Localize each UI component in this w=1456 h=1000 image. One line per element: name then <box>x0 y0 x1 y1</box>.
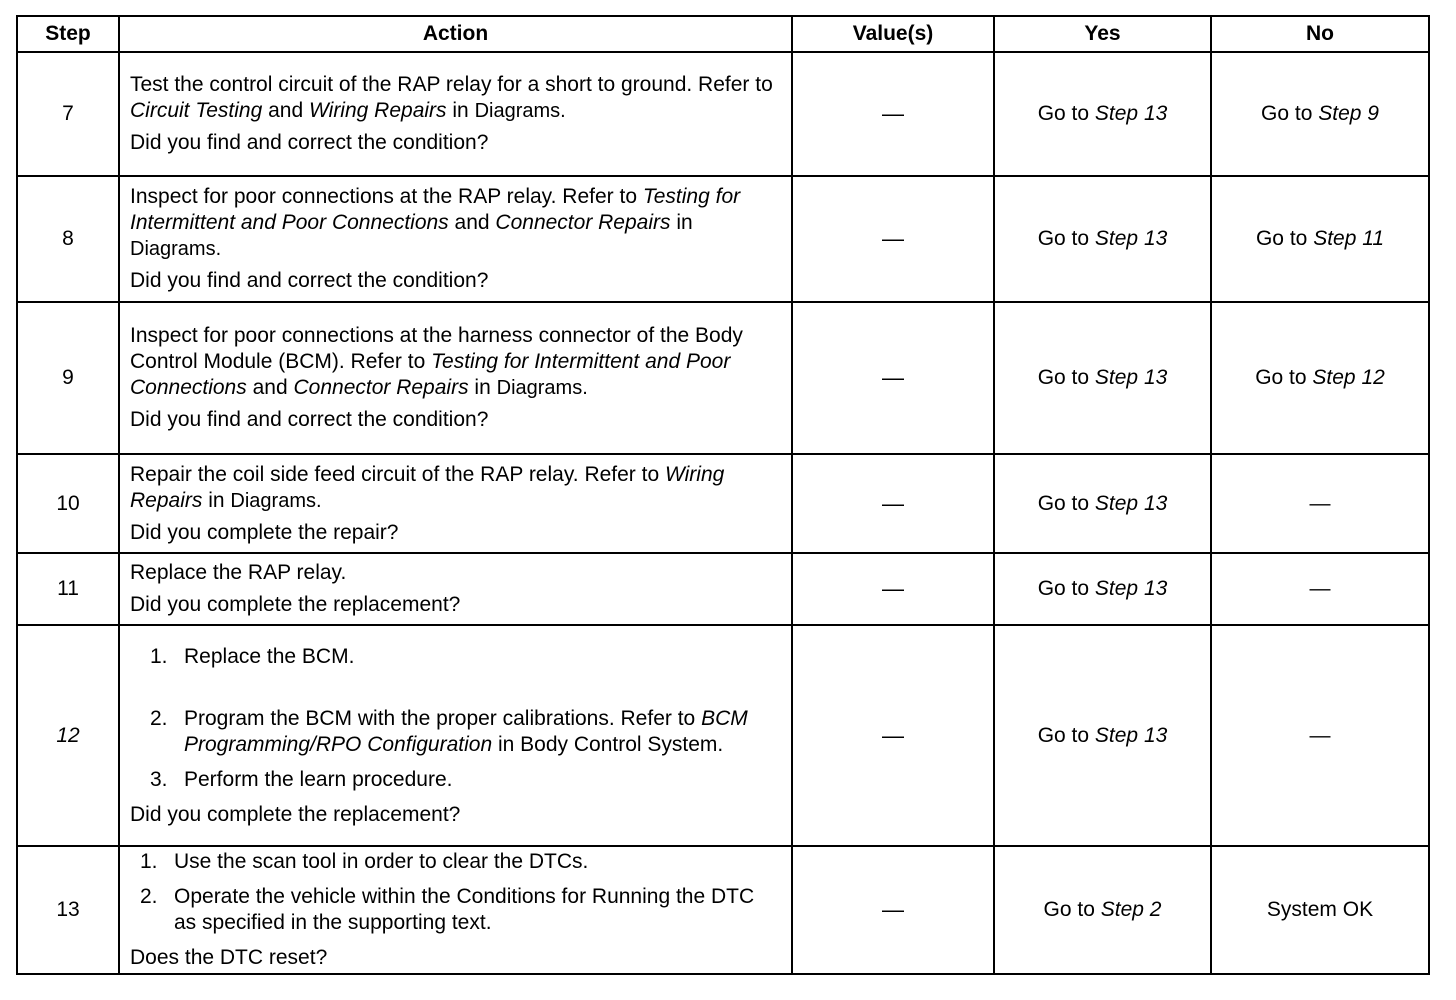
table-row <box>17 553 1429 625</box>
yes-step: Step 13 <box>1094 723 1168 747</box>
goto-label: Go to <box>1255 366 1307 389</box>
reference-manual: Diagrams. <box>130 238 222 260</box>
no-step: Step 12 <box>1312 366 1385 389</box>
action-cell <box>119 625 792 846</box>
reference-link: Wiring Repairs <box>309 99 447 122</box>
no-dash: — <box>1211 454 1429 553</box>
question-text: Did you find and correct the condition? <box>130 269 489 292</box>
item-number: 1. <box>140 850 158 873</box>
action-cell <box>119 52 792 176</box>
item-number: 1. <box>150 644 168 668</box>
yes-cell <box>994 846 1211 974</box>
item-text: Operate the vehicle within the Conditions for Running the DTC as specified in the supporting text. <box>174 885 755 934</box>
action-text: Inspect for poor connections at the RAP relay. Refer to <box>130 185 637 208</box>
reference-manual: Diagrams. <box>474 100 566 122</box>
value-dash: — <box>792 176 994 302</box>
value-dash: — <box>792 454 994 553</box>
reference-link: Circuit Testing <box>130 99 263 122</box>
goto-label: Go to <box>1255 227 1308 250</box>
no-cell <box>1211 302 1429 454</box>
step-number <box>17 625 119 846</box>
reference-manual: Diagrams. <box>230 489 322 512</box>
header-action: Action <box>119 16 792 52</box>
question-text: Did you find and correct the condition? <box>130 408 489 431</box>
action-text: in <box>676 211 693 234</box>
list-item <box>150 644 781 670</box>
yes-cell <box>994 302 1211 454</box>
yes-step: Step 13 <box>1094 491 1168 515</box>
sub-step-list <box>130 644 781 793</box>
value-dash: — <box>792 302 994 454</box>
reference-link: Connector Repairs <box>495 211 671 234</box>
list-item <box>150 706 781 758</box>
goto-label: Go to <box>1037 577 1090 600</box>
diagnostic-table <box>16 15 1430 975</box>
goto-label: Go to <box>1037 366 1090 389</box>
goto-label: Go to <box>1037 102 1090 125</box>
action-cell <box>119 176 792 302</box>
goto-label: Go to <box>1037 723 1090 747</box>
table-row <box>17 846 1429 974</box>
yes-cell <box>994 176 1211 302</box>
reference-link: BCM Programming/RPO Configuration <box>184 706 748 756</box>
no-result: System OK <box>1211 846 1429 974</box>
no-cell <box>1211 176 1429 302</box>
yes-step: Step 13 <box>1094 227 1168 250</box>
table-row <box>17 302 1429 454</box>
table-row <box>17 454 1429 553</box>
action-text: in <box>452 99 469 122</box>
header-yes: Yes <box>994 16 1211 52</box>
yes-cell <box>994 454 1211 553</box>
action-text: in <box>208 488 225 512</box>
question-text: Did you find and correct the condition? <box>130 131 489 154</box>
header-row <box>17 16 1429 52</box>
step-number: 7 <box>17 52 119 176</box>
question-text: Did you complete the replacement? <box>130 593 461 616</box>
header-values: Value(s) <box>792 16 994 52</box>
action-text: and <box>252 376 288 399</box>
table-row <box>17 625 1429 846</box>
reference-manual: Diagrams. <box>496 377 588 399</box>
reference-link: Wiring Repairs <box>130 462 725 512</box>
yes-cell <box>994 52 1211 176</box>
item-text-part: in Body Control System. <box>497 732 724 756</box>
action-text: Test the control circuit of the RAP relay for a short to ground. Refer to <box>130 73 773 96</box>
header-step: Step <box>17 16 119 52</box>
no-step: Step 11 <box>1313 227 1385 250</box>
question-text: Did you complete the replacement? <box>130 802 461 826</box>
reference-link: Testing for Intermittent and Poor Connections <box>130 350 731 399</box>
question-text: Does the DTC reset? <box>130 946 328 969</box>
yes-step: Step 13 <box>1094 366 1168 389</box>
item-number: 2. <box>140 885 158 908</box>
list-item <box>150 767 781 793</box>
item-number: 2. <box>150 706 168 730</box>
item-number: 3. <box>150 767 168 791</box>
goto-label: Go to <box>1043 898 1095 921</box>
list-item <box>140 884 781 936</box>
yes-cell <box>994 625 1211 846</box>
item-text: Perform the learn procedure. <box>184 767 453 791</box>
action-text: Inspect for poor connections at the harness connector of the Body Control Module (BCM). Refer to <box>130 324 743 373</box>
item-text: Use the scan tool in order to clear the DTCs. <box>174 850 589 873</box>
yes-step: Step 13 <box>1094 102 1168 125</box>
no-cell <box>1211 52 1429 176</box>
value-dash: — <box>792 553 994 625</box>
item-text: Replace the BCM. <box>184 644 355 668</box>
item-text <box>184 706 781 758</box>
action-text: Replace the RAP relay. <box>130 561 347 584</box>
step-number: 13 <box>17 846 119 974</box>
reference-link: Testing for Intermittent and Poor Connections <box>130 185 741 234</box>
reference-link: Connector Repairs <box>293 376 469 399</box>
table-row <box>17 52 1429 176</box>
value-dash: — <box>792 846 994 974</box>
yes-step: Step 2 <box>1100 898 1162 921</box>
table-row <box>17 176 1429 302</box>
value-dash: — <box>792 52 994 176</box>
action-text: in <box>474 376 491 399</box>
goto-label: Go to <box>1037 491 1090 515</box>
action-cell <box>119 302 792 454</box>
yes-step: Step 13 <box>1094 577 1168 600</box>
action-text: and <box>454 211 490 234</box>
step-number: 11 <box>17 553 119 625</box>
goto-label: Go to <box>1261 102 1313 125</box>
action-cell <box>119 454 792 553</box>
header-no: No <box>1211 16 1429 52</box>
step-number: 10 <box>17 454 119 553</box>
step-number: 8 <box>17 176 119 302</box>
value-dash: — <box>792 625 994 846</box>
no-dash: — <box>1211 625 1429 846</box>
step-number: 9 <box>17 302 119 454</box>
action-cell <box>119 553 792 625</box>
action-text: Repair the coil side feed circuit of the RAP relay. Refer to <box>130 462 660 486</box>
sub-step-list <box>130 849 781 936</box>
yes-cell <box>994 553 1211 625</box>
goto-label: Go to <box>1037 227 1090 250</box>
no-dash: — <box>1211 553 1429 625</box>
item-text-part: Program the BCM with the proper calibrations. Refer to <box>184 706 696 730</box>
no-step: Step 9 <box>1318 102 1379 125</box>
list-item <box>140 849 781 875</box>
action-text: and <box>268 99 304 122</box>
question-text: Did you complete the repair? <box>130 520 399 544</box>
step-number-text: 12 <box>56 723 80 747</box>
action-cell <box>119 846 792 974</box>
